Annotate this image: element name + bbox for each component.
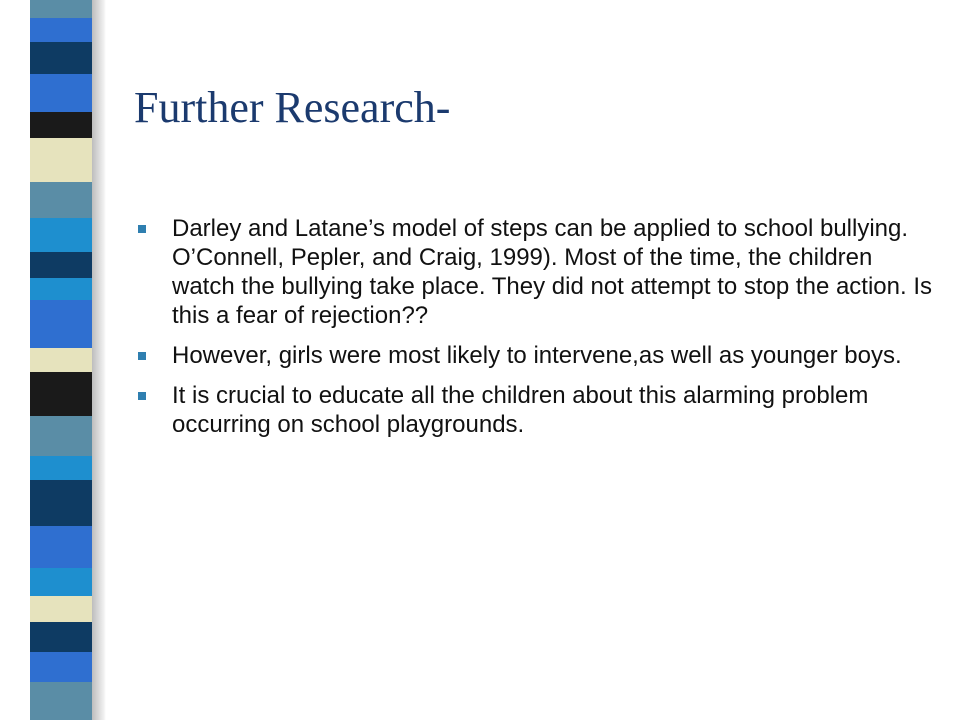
stripe-segment xyxy=(30,526,92,568)
stripe-segment xyxy=(30,112,92,138)
stripe-segment xyxy=(30,480,92,526)
stripe-segment xyxy=(30,138,92,182)
stripe-segment xyxy=(30,42,92,74)
stripe-segment xyxy=(30,348,92,372)
slide-title: Further Research- xyxy=(134,83,451,132)
stripe-segment xyxy=(30,682,92,720)
stripe-segment xyxy=(30,596,92,622)
stripe-segment xyxy=(30,18,92,42)
bullet-item xyxy=(136,381,936,439)
bullet-text: However, girls were most likely to intervene,as well as younger boys. xyxy=(172,342,902,369)
stripe-segment xyxy=(30,456,92,480)
bullet-item xyxy=(136,341,936,370)
stripe-segment xyxy=(30,218,92,252)
square-bullet-icon xyxy=(138,225,146,233)
stripe-segment xyxy=(30,652,92,682)
stripe-segment xyxy=(30,278,92,300)
stripe-segment xyxy=(30,622,92,652)
stripe-segment xyxy=(30,416,92,456)
stripe-segment xyxy=(30,74,92,112)
stripe-segment xyxy=(30,568,92,596)
square-bullet-icon xyxy=(138,392,146,400)
bullet-list xyxy=(136,214,936,450)
stripe-segment xyxy=(30,300,92,348)
decorative-stripe-bar xyxy=(30,0,92,720)
bullet-text: Darley and Latane’s model of steps can be applied to school bullying. O’Connell, Pepler, and Craig, 1999). Most of the time, the children watch the bullying take place. They did not attempt to stop the action. Is this a fear of rejection?? xyxy=(172,215,933,329)
stripe-segment xyxy=(30,372,92,416)
stripe-segment xyxy=(30,252,92,278)
stripe-segment xyxy=(30,0,92,18)
square-bullet-icon xyxy=(138,352,146,360)
stripe-shadow xyxy=(92,0,106,720)
bullet-text: It is crucial to educate all the children about this alarming problem occurring on school playgrounds. xyxy=(172,382,869,438)
stripe-segment xyxy=(30,182,92,218)
bullet-item xyxy=(136,214,936,330)
